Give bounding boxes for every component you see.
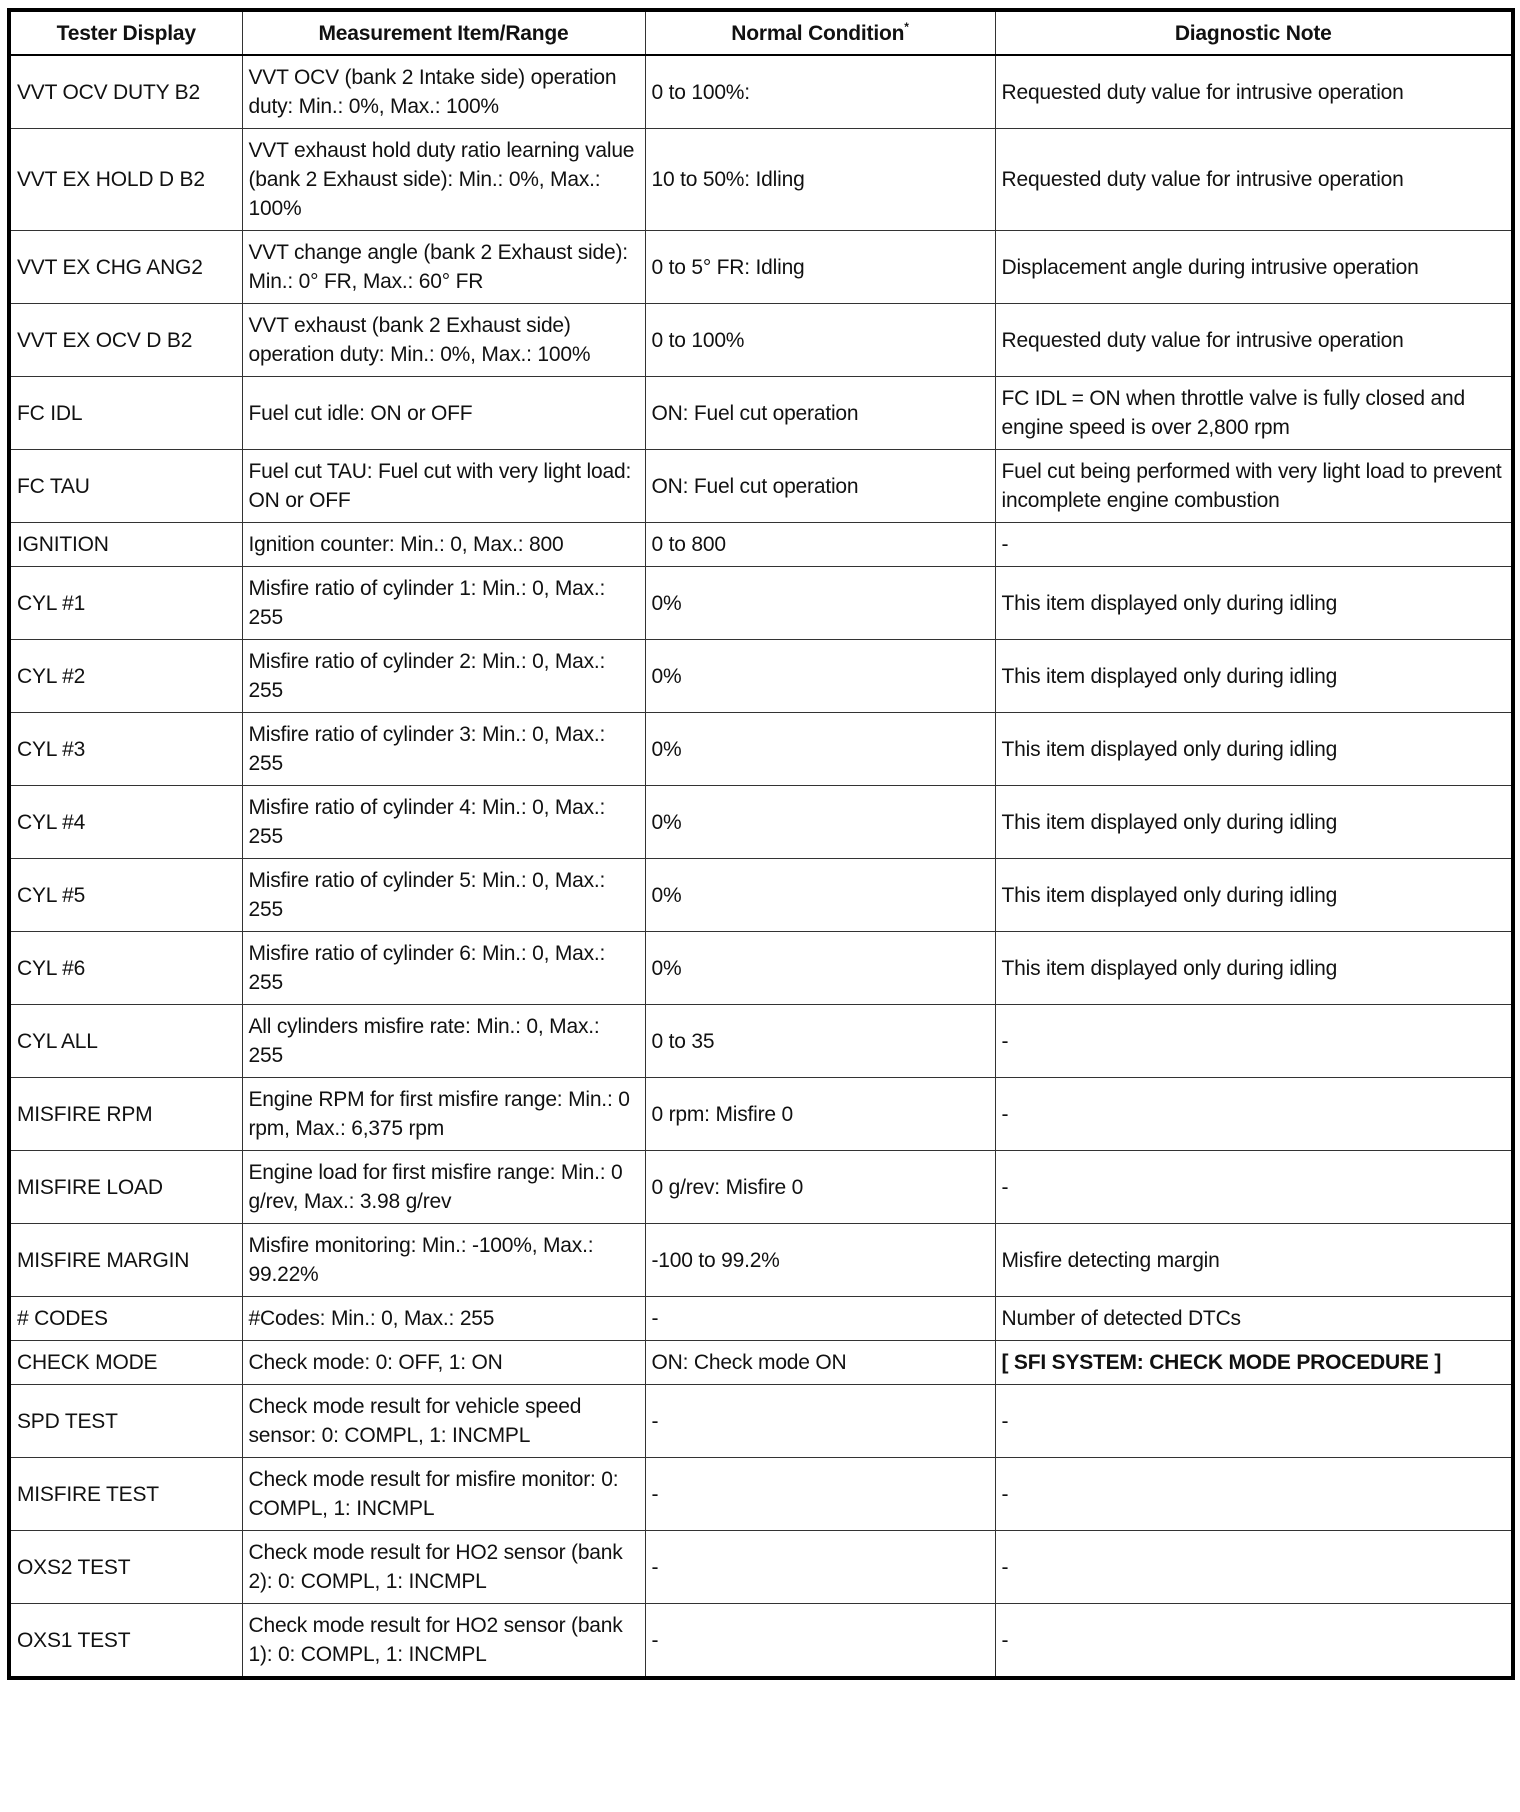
tester-display-cell: CYL #3 [9,713,242,786]
table-row [9,1341,1513,1385]
measurement-item-cell: Check mode result for vehicle speed sensor: 0: COMPL, 1: INCMPL [242,1385,645,1458]
tester-display-cell: IGNITION [9,523,242,567]
header-diagnostic-note: Diagnostic Note [995,10,1513,55]
measurement-item-cell: Misfire ratio of cylinder 4: Min.: 0, Max.: 255 [242,786,645,859]
normal-condition-cell: ON: Fuel cut operation [645,450,995,523]
tester-display-cell: OXS2 TEST [9,1531,242,1604]
normal-condition-cell: 10 to 50%: Idling [645,129,995,231]
normal-condition-cell: 0% [645,640,995,713]
diagnostic-note-cell: This item displayed only during idling [995,640,1513,713]
measurement-item-cell: Check mode: 0: OFF, 1: ON [242,1341,645,1385]
normal-condition-cell: - [645,1458,995,1531]
measurement-item-cell: Misfire ratio of cylinder 5: Min.: 0, Max.: 255 [242,859,645,932]
measurement-item-cell: Fuel cut TAU: Fuel cut with very light load: ON or OFF [242,450,645,523]
table-row [9,1458,1513,1531]
normal-condition-cell: 0% [645,932,995,1005]
diagnostic-note-cell: This item displayed only during idling [995,786,1513,859]
table-row [9,859,1513,932]
tester-display-cell: # CODES [9,1297,242,1341]
header-normal-label: Normal Condition [731,21,905,45]
tester-display-cell: FC TAU [9,450,242,523]
measurement-item-cell: Engine load for first misfire range: Min.: 0 g/rev, Max.: 3.98 g/rev [242,1151,645,1224]
diagnostic-note-cell: This item displayed only during idling [995,713,1513,786]
table-row [9,786,1513,859]
table-row [9,1005,1513,1078]
tester-display-cell: CYL #6 [9,932,242,1005]
diagnostic-note-cell: Requested duty value for intrusive operation [995,129,1513,231]
measurement-item-cell: Misfire monitoring: Min.: -100%, Max.: 99.22% [242,1224,645,1297]
tester-display-cell: CYL #5 [9,859,242,932]
tester-display-cell: MISFIRE LOAD [9,1151,242,1224]
diagnostic-note-cell: Number of detected DTCs [995,1297,1513,1341]
normal-condition-cell: 0% [645,713,995,786]
diagnostic-note-cell: Misfire detecting margin [995,1224,1513,1297]
measurement-item-cell: Misfire ratio of cylinder 1: Min.: 0, Max.: 255 [242,567,645,640]
table-row [9,932,1513,1005]
diagnostic-note-cell: - [995,1151,1513,1224]
diagnostic-note-cell: - [995,1604,1513,1679]
measurement-item-cell: Ignition counter: Min.: 0, Max.: 800 [242,523,645,567]
tester-display-cell: SPD TEST [9,1385,242,1458]
table-row [9,1297,1513,1341]
table-row [9,1078,1513,1151]
normal-condition-cell: - [645,1531,995,1604]
measurement-item-cell: VVT OCV (bank 2 Intake side) operation duty: Min.: 0%, Max.: 100% [242,55,645,129]
normal-condition-cell: 0 g/rev: Misfire 0 [645,1151,995,1224]
tester-display-cell: MISFIRE MARGIN [9,1224,242,1297]
tester-display-cell: CYL #1 [9,567,242,640]
diagnostic-note-cell: - [995,1005,1513,1078]
diagnostic-note-cell: Requested duty value for intrusive operation [995,55,1513,129]
diagnostic-note-cell: This item displayed only during idling [995,932,1513,1005]
normal-condition-cell: 0 to 800 [645,523,995,567]
measurement-item-cell: Misfire ratio of cylinder 2: Min.: 0, Max.: 255 [242,640,645,713]
tester-display-cell: VVT EX HOLD D B2 [9,129,242,231]
normal-condition-cell: 0 to 100%: [645,55,995,129]
tester-display-cell: FC IDL [9,377,242,450]
normal-condition-cell: ON: Check mode ON [645,1341,995,1385]
measurement-item-cell: VVT change angle (bank 2 Exhaust side): Min.: 0° FR, Max.: 60° FR [242,231,645,304]
diagnostic-note-cell: Fuel cut being performed with very light load to prevent incomplete engine combustion [995,450,1513,523]
diagnostic-note-cell: - [995,1385,1513,1458]
tester-display-cell: VVT OCV DUTY B2 [9,55,242,129]
tester-display-cell: MISFIRE TEST [9,1458,242,1531]
measurement-item-cell: Misfire ratio of cylinder 3: Min.: 0, Max.: 255 [242,713,645,786]
normal-condition-cell: 0% [645,567,995,640]
table-row [9,640,1513,713]
diagnostic-note-cell: - [995,1531,1513,1604]
normal-condition-cell: 0 to 35 [645,1005,995,1078]
diagnostic-note-cell: This item displayed only during idling [995,567,1513,640]
tester-display-cell: OXS1 TEST [9,1604,242,1679]
measurement-item-cell: #Codes: Min.: 0, Max.: 255 [242,1297,645,1341]
normal-condition-cell: -100 to 99.2% [645,1224,995,1297]
measurement-item-cell: Check mode result for HO2 sensor (bank 1): 0: COMPL, 1: INCMPL [242,1604,645,1679]
measurement-item-cell: VVT exhaust hold duty ratio learning value (bank 2 Exhaust side): Min.: 0%, Max.: 100% [242,129,645,231]
table-row [9,567,1513,640]
table-row [9,377,1513,450]
table-row [9,129,1513,231]
measurement-item-cell: Engine RPM for first misfire range: Min.: 0 rpm, Max.: 6,375 rpm [242,1078,645,1151]
header-tester-display: Tester Display [9,10,242,55]
table-row [9,1385,1513,1458]
measurement-item-cell: Check mode result for HO2 sensor (bank 2): 0: COMPL, 1: INCMPL [242,1531,645,1604]
diagnostic-note-cell: Displacement angle during intrusive operation [995,231,1513,304]
diagnostic-note-cell: This item displayed only during idling [995,859,1513,932]
normal-condition-cell: 0% [645,786,995,859]
diagnostic-note-cell: - [995,1458,1513,1531]
normal-condition-cell: - [645,1297,995,1341]
table-row [9,55,1513,129]
table-row [9,1531,1513,1604]
header-row [9,10,1513,55]
tester-display-cell: MISFIRE RPM [9,1078,242,1151]
normal-condition-cell: ON: Fuel cut operation [645,377,995,450]
diagnostic-note-cell[interactable]: [ SFI SYSTEM: CHECK MODE PROCEDURE ] [995,1341,1513,1385]
table-row [9,450,1513,523]
data-list-table [7,8,1515,1680]
measurement-item-cell: Fuel cut idle: ON or OFF [242,377,645,450]
normal-condition-cell: - [645,1604,995,1679]
normal-condition-cell: 0 to 100% [645,304,995,377]
table-row [9,713,1513,786]
table-row [9,1604,1513,1679]
measurement-item-cell: Misfire ratio of cylinder 6: Min.: 0, Max.: 255 [242,932,645,1005]
footnote-mark: * [904,19,909,34]
table-row [9,304,1513,377]
normal-condition-cell: - [645,1385,995,1458]
normal-condition-cell: 0 rpm: Misfire 0 [645,1078,995,1151]
diagnostic-note-cell: Requested duty value for intrusive operation [995,304,1513,377]
table-row [9,1224,1513,1297]
measurement-item-cell: All cylinders misfire rate: Min.: 0, Max.: 255 [242,1005,645,1078]
tester-display-cell: CHECK MODE [9,1341,242,1385]
tester-display-cell: VVT EX CHG ANG2 [9,231,242,304]
measurement-item-cell: VVT exhaust (bank 2 Exhaust side) operation duty: Min.: 0%, Max.: 100% [242,304,645,377]
tester-display-cell: CYL #4 [9,786,242,859]
diagnostic-note-cell: - [995,1078,1513,1151]
table-row [9,523,1513,567]
tester-display-cell: VVT EX OCV D B2 [9,304,242,377]
normal-condition-cell: 0% [645,859,995,932]
measurement-item-cell: Check mode result for misfire monitor: 0: COMPL, 1: INCMPL [242,1458,645,1531]
header-measurement-item: Measurement Item/Range [242,10,645,55]
table-row [9,1151,1513,1224]
diagnostic-note-cell: - [995,523,1513,567]
normal-condition-cell: 0 to 5° FR: Idling [645,231,995,304]
tester-display-cell: CYL #2 [9,640,242,713]
tester-display-cell: CYL ALL [9,1005,242,1078]
table-row [9,231,1513,304]
diagnostic-note-cell: FC IDL = ON when throttle valve is fully closed and engine speed is over 2,800 rpm [995,377,1513,450]
header-normal-condition [645,10,995,55]
